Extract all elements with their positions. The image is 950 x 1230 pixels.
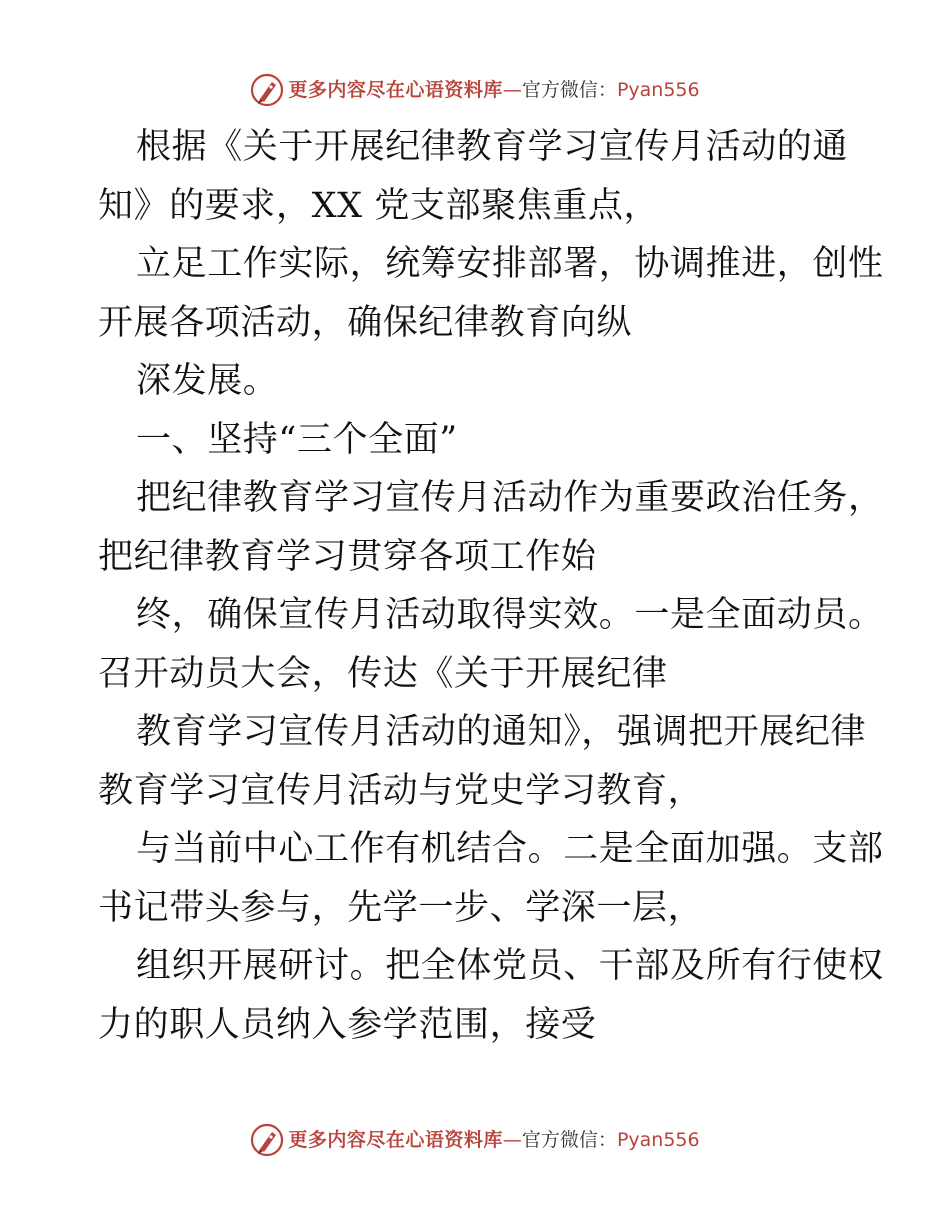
body-line: 与当前中心工作有机结合。二是全面加强。支部: [136, 829, 884, 869]
body-line: 组织开展研讨。把全体党员、干部及所有行使权: [136, 946, 884, 986]
pen-nib-logo-icon: [250, 1123, 284, 1157]
body-line: 知》的要求，XX 党支部聚焦重点，: [98, 185, 660, 226]
body-line: 教育学习宣传月活动的通知》，强调把开展纪律: [136, 712, 867, 752]
body-line: 立足工作实际，统筹安排部署，协调推进，创性: [136, 244, 884, 284]
banner-wechat-label: 官方微信：: [521, 1128, 617, 1151]
body-line: 根据《关于开展纪律教育学习宣传月活动的通: [136, 127, 849, 167]
body-line: 教育学习宣传月活动与党史学习教育，: [98, 770, 704, 811]
pen-nib-logo-icon: [250, 73, 284, 107]
banner-text: [288, 78, 700, 101]
body-line: 开展各项活动，确保纪律教育向纵: [98, 302, 633, 343]
banner-brand: 更多内容尽在心语资料库: [288, 78, 503, 101]
header-banner: [0, 70, 950, 110]
banner-separator: —: [502, 78, 522, 101]
banner-brand: 更多内容尽在心语资料库: [288, 1128, 503, 1151]
banner-wechat-id: Pyan556: [616, 78, 700, 101]
body-line: 把纪律教育学习贯穿各项工作始: [98, 536, 597, 577]
document-body: [98, 118, 884, 1054]
body-line: 力的职人员纳入参学范围，接受: [98, 1004, 597, 1045]
banner-separator: —: [502, 1128, 522, 1151]
banner-text: [288, 1128, 700, 1151]
section-heading: 一、坚持“三个全面”: [136, 419, 458, 460]
footer-banner: [0, 1120, 950, 1160]
body-line: 深发展。: [136, 361, 279, 401]
banner-wechat-id: Pyan556: [616, 1128, 700, 1151]
banner-wechat-label: 官方微信：: [521, 78, 617, 101]
body-line: 书记带头参与，先学一步、学深一层，: [98, 887, 704, 928]
body-line: 把纪律教育学习宣传月活动作为重要政治任务，: [136, 478, 884, 518]
body-line: 召开动员大会，传达《关于开展纪律: [98, 653, 668, 694]
body-line: 终，确保宣传月活动取得实效。一是全面动员。: [136, 595, 884, 635]
